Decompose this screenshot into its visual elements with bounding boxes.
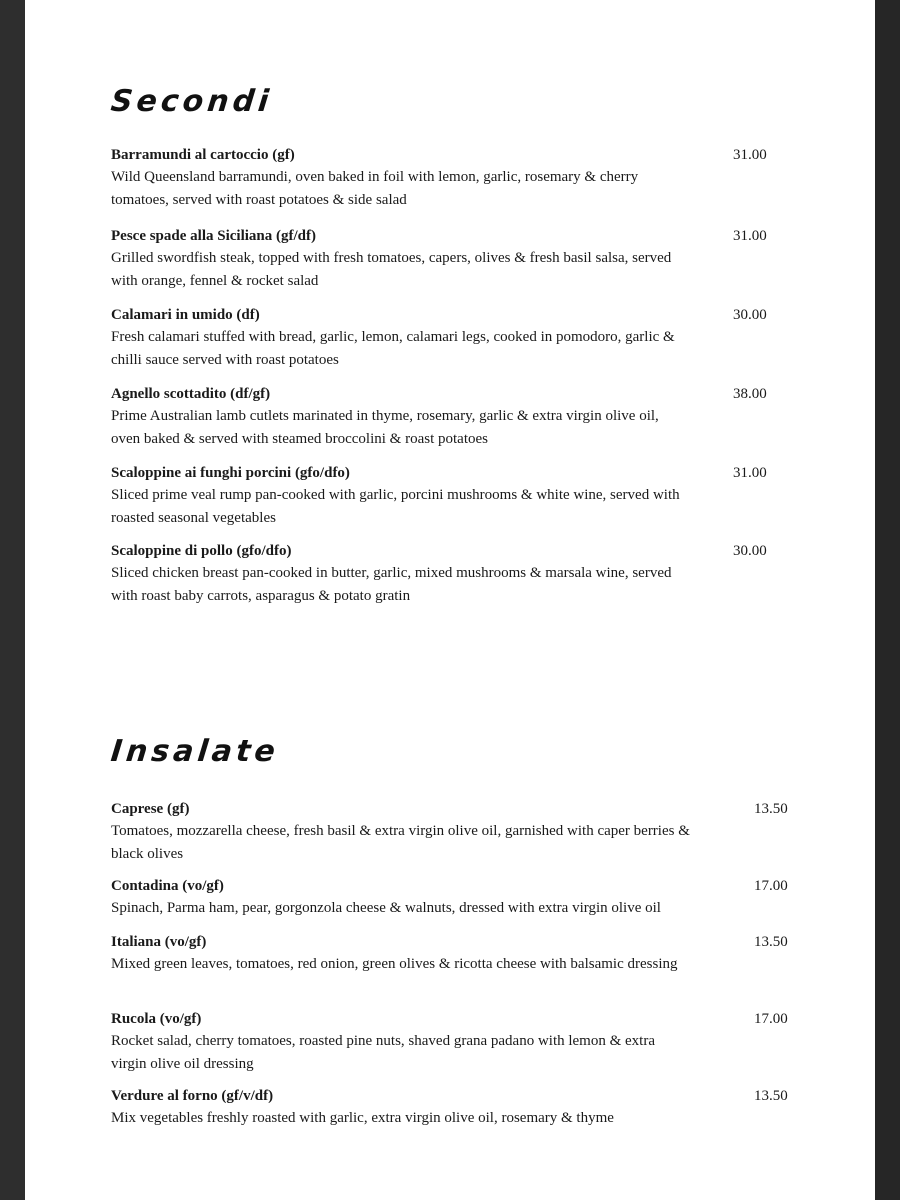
menu-page — [25, 0, 875, 1200]
item-name: Barramundi al cartoccio (gf) — [111, 147, 295, 163]
menu-item — [111, 225, 811, 292]
item-price: 31.00 — [733, 147, 767, 163]
item-name: Scaloppine di pollo (gfo/dfo) — [111, 543, 292, 559]
item-description: Mix vegetables freshly roasted with garlic, extra virgin olive oil, rosemary & thyme — [111, 1110, 614, 1126]
item-description: Mixed green leaves, tomatoes, red onion, green olives & ricotta cheese with balsamic dressing — [111, 956, 678, 972]
item-description: Sliced prime veal rump pan-cooked with garlic, porcini mushrooms & white wine, served with roasted seasonal vegetables — [111, 487, 680, 526]
item-name: Rucola (vo/gf) — [111, 1011, 202, 1027]
item-price: 17.00 — [754, 1011, 788, 1027]
item-price: 31.00 — [733, 228, 767, 244]
item-description: Spinach, Parma ham, pear, gorgonzola cheese & walnuts, dressed with extra virgin olive oil — [111, 900, 661, 916]
item-price: 30.00 — [733, 307, 767, 323]
item-price: 38.00 — [733, 386, 767, 402]
item-description: Sliced chicken breast pan-cooked in butter, garlic, mixed mushrooms & marsala wine, served with roast baby carrots, asparagus & potato gratin — [111, 565, 672, 604]
section-title-secondi: Secondi — [109, 84, 275, 119]
item-name: Caprese (gf) — [111, 801, 190, 817]
item-name: Verdure al forno (gf/v/df) — [111, 1088, 274, 1104]
item-name: Pesce spade alla Siciliana (gf/df) — [111, 228, 316, 244]
section-title-insalate: Insalate — [109, 734, 281, 769]
item-description: Fresh calamari stuffed with bread, garlic, lemon, calamari legs, cooked in pomodoro, garlic & chilli sauce served with roast potatoes — [111, 329, 675, 368]
item-description: Grilled swordfish steak, topped with fresh tomatoes, capers, olives & fresh basil salsa, served with orange, fennel & rocket salad — [111, 250, 672, 289]
item-name: Calamari in umido (df) — [111, 307, 260, 323]
menu-item — [111, 540, 811, 607]
item-price: 31.00 — [733, 465, 767, 481]
menu-item — [111, 383, 811, 450]
item-name: Scaloppine ai funghi porcini (gfo/dfo) — [111, 465, 350, 481]
item-price: 13.50 — [754, 1088, 788, 1104]
menu-item — [111, 798, 811, 865]
item-name: Agnello scottadito (df/gf) — [111, 386, 271, 402]
menu-item — [111, 144, 811, 211]
item-price: 17.00 — [754, 878, 788, 894]
item-description: Prime Australian lamb cutlets marinated in thyme, rosemary, garlic & extra virgin olive oil, oven baked & served with steamed broccolini & roast potatoes — [111, 408, 659, 447]
left-border — [0, 0, 25, 1200]
right-border — [875, 0, 900, 1200]
item-description: Wild Queensland barramundi, oven baked in foil with lemon, garlic, rosemary & cherry tomatoes, served with roast potatoes & side salad — [111, 169, 639, 208]
item-name: Contadina (vo/gf) — [111, 878, 224, 894]
item-description: Rocket salad, cherry tomatoes, roasted pine nuts, shaved grana padano with lemon & extra virgin olive oil dressing — [111, 1033, 655, 1072]
item-price: 13.50 — [754, 801, 788, 817]
menu-item — [111, 1085, 811, 1130]
item-name: Italiana (vo/gf) — [111, 934, 207, 950]
menu-item — [111, 875, 811, 920]
menu-item — [111, 304, 811, 371]
menu-item — [111, 462, 811, 529]
item-price: 30.00 — [733, 543, 767, 559]
item-description: Tomatoes, mozzarella cheese, fresh basil & extra virgin olive oil, garnished with caper berries & black olives — [111, 823, 690, 862]
menu-item — [111, 1008, 811, 1075]
item-price: 13.50 — [754, 934, 788, 950]
menu-item — [111, 931, 811, 976]
